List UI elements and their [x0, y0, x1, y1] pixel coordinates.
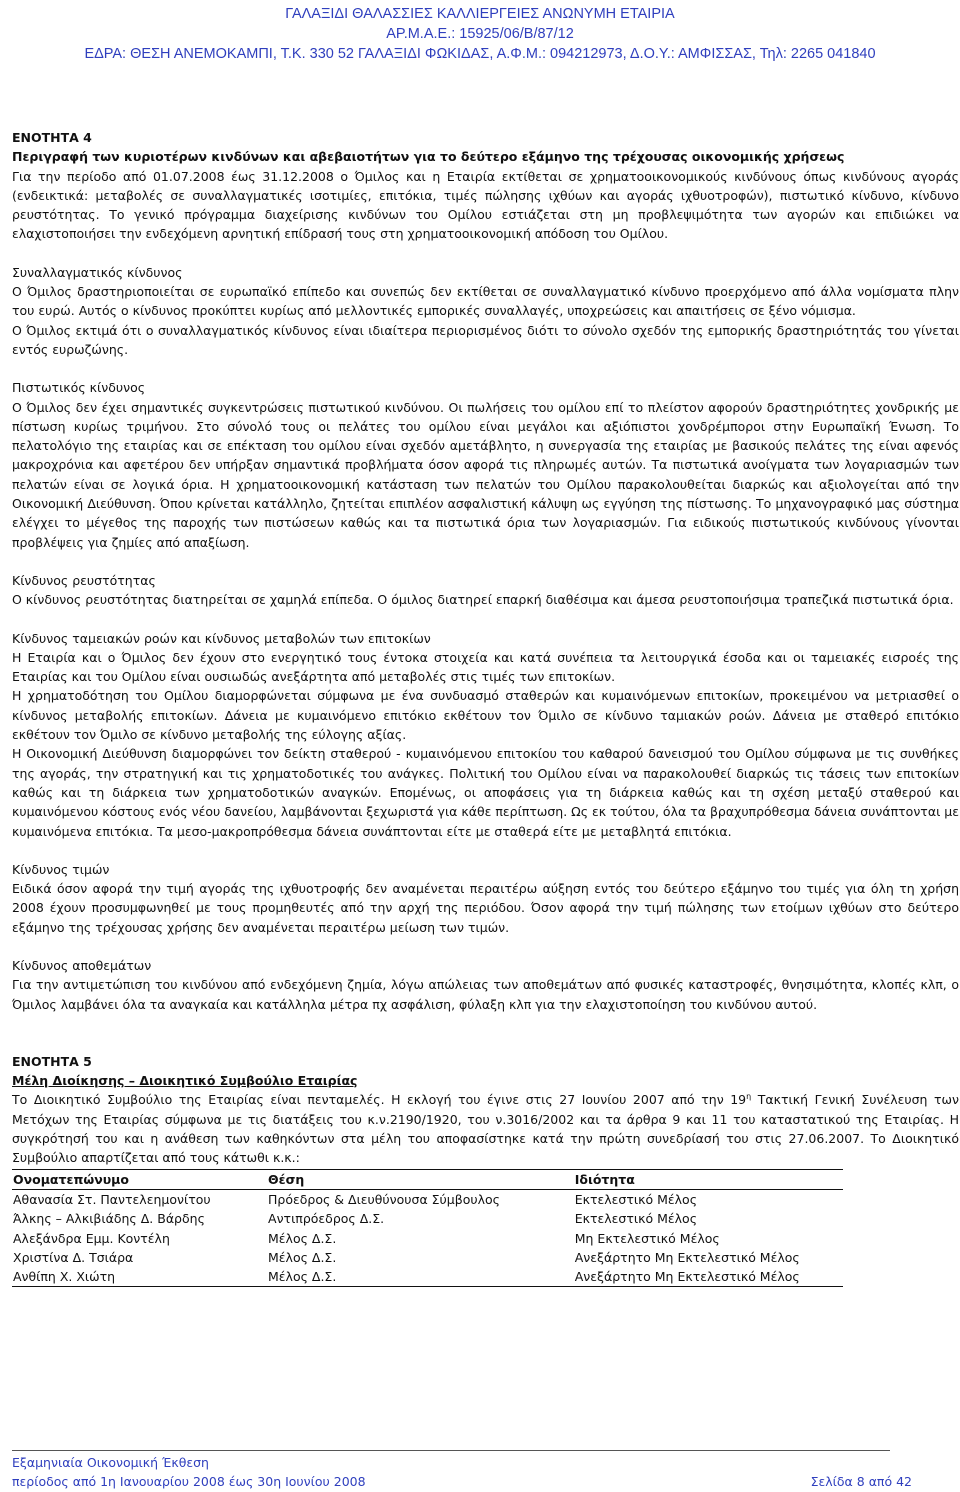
- member-name: Άλκης – Αλκιβιάδης Δ. Βάρδης: [13, 1211, 205, 1227]
- section4-intro: Για την περίοδο από 01.07.2008 έως 31.12.2008 ο Όμιλος και η Εταιρία εκτίθεται σε χρηματοοικονομικούς κινδύνους όπως κινδύνους αγοράς (ενδεικτικά: μεταβολές σε συναλλαγματικές ισοτιμίες, επιτόκια, τιμές πώλησης ιχθύων και αγοράς ιχθυοτροφών), πιστωτικό κίνδυνο, κίνδυνο ρευστότητας. Το γενικό πρόγραμμα διαχείρισης κινδύνων του Ομίλου εστιάζεται στη μη προβλεψιμότητα των αγορών και επιδιώκει να ελαχιστοποιήσει την ενδεχόμενη αρνητική επίδρασή τους στη χρηματοοικονομική απόδοση του Ομίλου.: [12, 168, 959, 242]
- registration-number: ΑΡ.Μ.Α.Ε.: 15925/06/Β/87/12: [386, 26, 574, 42]
- price-risk-paragraph: Ειδικά όσον αφορά την τιμή αγοράς της ιχθυοτροφής δεν αναμένεται περαιτέρω αύξηση εντός του δεύτερο εξάμηνο του τιμές για όλη τη χρήση 2008 έχουν προσυμφωνηθεί με τους προμηθευτές από την αρχή της περιόδου. Όσον αφορά την τιμή πώλησης των ετοίμων ιχθύων στο δεύτερο εξάμηνο της τρέχουσας χρήσης δεν αναμένεται περαιτέρω μείωση των τιμών.: [12, 881, 959, 935]
- table-row: [12, 1248, 843, 1267]
- board-members-table: [12, 1169, 843, 1288]
- company-header: [0, 4, 960, 64]
- cashflow-risk-title: Κίνδυνος ταμειακών ροών και κίνδυνος μεταβολών των επιτοκίων: [12, 630, 431, 646]
- member-name: Αλεξάνδρα Εμμ. Κοντέλη: [13, 1230, 170, 1246]
- document-body: [12, 128, 959, 1287]
- member-name: Ανθίπη Χ. Χιώτη: [12, 1267, 267, 1287]
- member-name: Αθανασία Στ. Παντελεημονίτου: [13, 1191, 211, 1207]
- table-header-row: [12, 1169, 843, 1189]
- company-name: ΓΑΛΑΞΙΔΙ ΘΑΛΑΣΣΙΕΣ ΚΑΛΛΙΕΡΓΕΙΕΣ ΑΝΩΝΥΜΗ ΕΤΑΙΡΙΑ: [285, 6, 675, 22]
- member-position: Πρόεδρος & Διευθύνουσα Σύμβουλος: [268, 1191, 500, 1207]
- cashflow-risk-paragraph-2: Η χρηματοδότηση του Ομίλου διαμορφώνεται σύμφωνα με ένα συνδυασμό σταθερών και κυμαινόμενων επιτοκίων, προκειμένου να μετριασθεί ο κίνδυνος μεταβολής επιτοκίων. Δάνεια με κυμαινόμενο επιτόκιο εκθέτουν τον Όμιλο σε κίνδυνο ταμιακών ροών. Δάνεια με σταθερό επιτόκιο εκθέτουν τον Όμιλο σε κίνδυνο μεταβολής της εύλογης αξίας.: [12, 688, 959, 743]
- fx-risk-title: Συναλλαγματικός κίνδυνος: [12, 264, 183, 280]
- section4-heading: ΕΝΟΤΗΤΑ 4: [12, 130, 92, 145]
- table-row: [12, 1189, 843, 1209]
- section5-superscript: η: [746, 1092, 752, 1102]
- cashflow-risk-paragraph-1: Η Εταιρία και ο Όμιλος δεν έχουν στο ενεργητικό τους έντοκα στοιχεία και κατά συνέπεια τα λειτουργικά έσοδα και οι ταμειακές εισροές της Εταιρίας και του Ομίλου είναι ουσιωδώς ανεξάρτητα από μεταβολές στις τιμές των επιτοκίων.: [12, 649, 959, 685]
- column-header-position: Θέση: [267, 1169, 574, 1189]
- credit-risk-paragraph: Ο Όμιλος δεν έχει σημαντικές συγκεντρώσεις πιστωτικού κινδύνου. Οι πωλήσεις του ομίλου επί το πλείστον αφορούν δραστηριότητες χονδρικής με πίστωση κυρίως τριμήνου. Στο σύνολό τους οι πελάτες του ομίλου είναι μεγάλοι και αξιόπιστοι χονδρέμποροι στην Ευρωπαϊκή Ένωση. Το πελατολόγιο της εταιρίας και σε επέκταση του ομίλου είναι σχεδόν αμετάβλητο, η συνεργασία της εταιρίας με βασικούς πελάτες της είναι αφενός μακροχρόνια και αφετέρου δεν υπήρξαν σημαντικά προβλήματα όσον αφορά τις πληρωμές αυτών. Τα πιστωτικά ανοίγματα των λογαριασμών των πελατών είναι σε λογικά όρια. Η χρηματοοικονομική κατάσταση των πελατών του Ομίλου παρακολουθείται διαρκώς και αξιολογείται από την Οικονομική Διεύθυνση. Όπου κρίνεται κατάλληλο, ζητείται επιπλέον ασφαλιστική κάλυψη ως εγγύηση της πίστωσης. Το μηχανογραφικό μας σύστημα ελέγχει το μέγεθος της παροχής των πιστώσεων καθώς και τα πιστωτικά όρια των λογαριασμών. Για ειδικούς πιστωτικούς κινδύνους γίνονται προβλέψεις για ζημίες από απαξίωση.: [12, 399, 959, 550]
- member-capacity: Ανεξάρτητο Μη Εκτελεστικό Μέλος: [574, 1249, 800, 1265]
- fx-risk-paragraph-1: Ο Όμιλος δραστηριοποιείται σε ευρωπαϊκό επίπεδο και συνεπώς δεν εκτίθεται σε συναλλαγματικό κίνδυνο προερχόμενο από άλλα νομίσματα πλην του ευρώ. Αυτός ο κίνδυνος προκύπτει κυρίως από μελλοντικές εμπορικές συναλλαγές, υποχρεώσεις και απαιτήσεις σε ξένο νόμισμα.: [12, 284, 959, 319]
- member-capacity: Μη Εκτελεστικό Μέλος: [574, 1230, 720, 1246]
- cashflow-risk-paragraph-3: Η Οικονομική Διεύθυνση διαμορφώνει τον δείκτη σταθερού - κυμαινόμενου επιτοκίου του καθαρού δανεισμού του Ομίλου σύμφωνα με τις συνθήκες της αγοράς, την στρατηγική και τις χρηματοδοτικές του ανάγκες. Πολιτική του Ομίλου είναι να παρακολουθεί διαρκώς τις τάσεις των επιτοκίων καθώς και τη διάρκεια των χρηματοδοτικών αναγκών. Επομένως, οι αποφάσεις για τη διάρκεια καθώς και τη σχέση μεταξύ σταθερού και κυμαινόμενου κόστους ενός νέου δανείου, λαμβάνονται ξεχωριστά για κάθε περίπτωση. Ως εκ τούτου, όλα τα βραχυπρόθεσμα δάνεια συνάπτονται με κυμαινόμενα επιτόκια. Τα μεσο-μακροπρόθεσμα δάνεια συνάπτονται είτε με σταθερά είτε με μεταβλητά επιτόκια.: [12, 746, 959, 839]
- page-number: Σελίδα 8 από 42: [810, 1474, 912, 1489]
- member-position: Αντιπρόεδρος Δ.Σ.: [268, 1211, 385, 1227]
- section5-text-part2: Τακτική Γενική Συνέλευση των Μετόχων της Εταιρίας σύμφωνα με τις διατάξεις του κ.ν.2190/1920, του ν.3016/2002 και τα άρθρα 9 και 11 του καταστατικού της Εταιρίας. Η συγκρότησή του και η ανάθεση των καθηκόντων στα μέλη του αποφασίστηκε κατά την πρώτη συνεδρίασή του στις 27.06.2007. Το Διοικητικό Συμβούλιο απαρτίζεται από τους κάτωθι κ.κ.:: [12, 1092, 959, 1166]
- section4-subheading: Περιγραφή των κυριοτέρων κινδύνων και αβεβαιοτήτων για το δεύτερο εξάμηνο της τρέχουσας οικονομικής χρήσεως: [12, 149, 845, 165]
- column-header-capacity: Ιδιότητα: [574, 1169, 843, 1189]
- page-footer: [12, 1453, 912, 1491]
- fx-risk-paragraph-2: Ο Όμιλος εκτιμά ότι ο συναλλαγματικός κίνδυνος είναι ιδιαίτερα περιορισμένος διότι το σύνολο σχεδόν της εμπορικής δραστηριότητάς του γίνεται εντός ευρωζώνης.: [12, 322, 959, 357]
- liquidity-risk-paragraph: Ο κίνδυνος ρευστότητας διατηρείται σε χαμηλά επίπεδα. Ο όμιλος διατηρεί επαρκή διαθέσιμα και άμεσα ρευστοποιήσιμα τραπεζικά πιστωτικά όρια.: [12, 592, 954, 608]
- credit-risk-title: Πιστωτικός κίνδυνος: [12, 380, 146, 396]
- member-position: Μέλος Δ.Σ.: [268, 1249, 337, 1265]
- member-position: Μέλος Δ.Σ.: [268, 1230, 337, 1246]
- member-capacity: Ανεξάρτητο Μη Εκτελεστικό Μέλος: [574, 1267, 843, 1287]
- member-capacity: Εκτελεστικό Μέλος: [574, 1191, 698, 1207]
- report-title: Εξαμηνιαία Οικονομική Έκθεση: [12, 1455, 209, 1470]
- price-risk-title: Κίνδυνος τιμών: [12, 861, 110, 877]
- section5-text-part1: Το Διοικητικό Συμβούλιο της Εταιρίας είναι πενταμελές. Η εκλογή του έγινε στις 27 Ιουνίου 2007 από την 19: [12, 1092, 747, 1108]
- member-capacity: Εκτελεστικό Μέλος: [574, 1211, 698, 1227]
- table-row: [12, 1229, 843, 1248]
- member-position: Μέλος Δ.Σ.: [267, 1267, 574, 1287]
- table-row: [12, 1209, 843, 1228]
- section5-subheading: Μέλη Διοίκησης – Διοικητικό Συμβούλιο Εταιρίας: [12, 1073, 358, 1089]
- company-address: ΕΔΡΑ: ΘΕΣΗ ΑΝΕΜΟΚΑΜΠΙ, Τ.Κ. 330 52 ΓΑΛΑΞΙΔΙ ΦΩΚΙΔΑΣ, Α.Φ.Μ.: 094212973, Δ.Ο.Υ.: ΑΜΦΙΣΣΑΣ, Τηλ: 2265 041840: [84, 46, 876, 62]
- column-header-name: Ονοματεπώνυμο: [12, 1169, 267, 1189]
- member-name: Χριστίνα Δ. Τσιάρα: [13, 1249, 134, 1265]
- liquidity-risk-title: Κίνδυνος ρευστότητας: [12, 572, 156, 588]
- inventory-risk-title: Κίνδυνος αποθεμάτων: [12, 957, 152, 973]
- table-row: [12, 1267, 843, 1287]
- report-period: περίοδος από 1η Ιανουαρίου 2008 έως 30η Ιουνίου 2008: [12, 1474, 366, 1489]
- section5-heading: ΕΝΟΤΗΤΑ 5: [12, 1053, 92, 1069]
- footer-divider: [12, 1450, 890, 1451]
- section5-paragraph: [12, 1090, 959, 1167]
- inventory-risk-paragraph: Για την αντιμετώπιση του κινδύνου από ενδεχόμενη ζημία, λόγω απώλειας των αποθεμάτων από φυσικές καταστροφές, θνησιμότητα, κλοπές κλπ, ο Όμιλος λαμβάνει όλα τα αναγκαία και κατάλληλα μέτρα πχ ασφάλιση, φύλαξη κλπ για την ελαχιστοποίηση του κινδύνου αυτού.: [12, 977, 959, 1012]
